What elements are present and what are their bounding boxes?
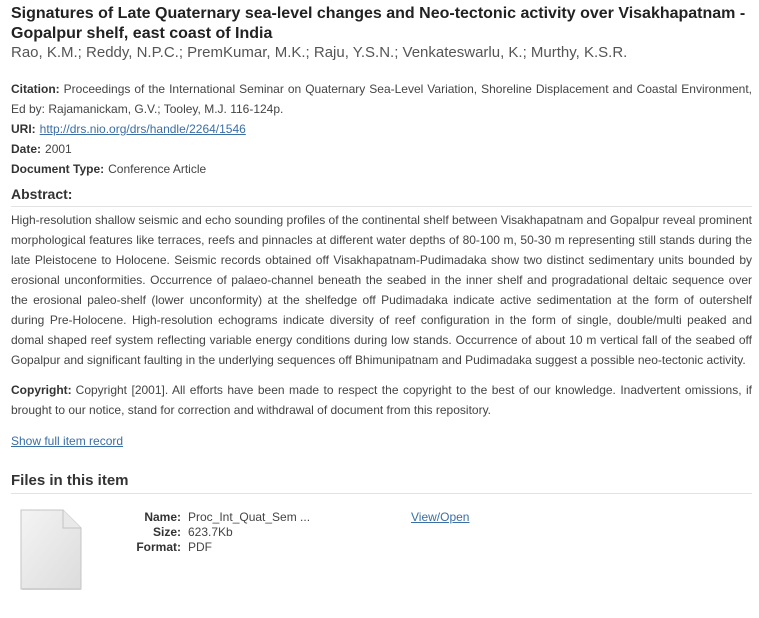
page-title: Signatures of Late Quaternary sea-level changes and Neo-tectonic activity over Visakhapatnam - Gopalpur shelf, east coast of India [11, 5, 746, 42]
file-item [11, 506, 752, 606]
document-type-label: Document Type: [11, 162, 105, 176]
uri-row [11, 119, 752, 139]
document-type-value: Conference Article [108, 162, 207, 176]
file-size-row [111, 525, 310, 540]
citation-label: Citation: [11, 82, 60, 96]
view-open-cell [411, 510, 469, 525]
document-type-row [11, 159, 752, 179]
file-format-value: PDF [188, 540, 212, 554]
file-size-value: 623.7Kb [188, 525, 233, 539]
document-thumbnail-svg [19, 509, 83, 591]
abstract-heading: Abstract: [11, 184, 752, 207]
metadata-section [11, 79, 752, 179]
files-heading: Files in this item [11, 470, 752, 494]
document-icon[interactable] [19, 509, 83, 591]
citation-value: Proceedings of the International Seminar on Quaternary Sea-Level Variation, Shoreline Displacement and Coastal Environment, Ed by: Rajamanickam, G.V.; Tooley, M.J. 116-124p. [11, 82, 752, 116]
file-format-row [111, 540, 310, 555]
uri-link[interactable]: http://drs.nio.org/drs/handle/2264/1546 [39, 122, 246, 136]
date-row [11, 139, 752, 159]
abstract-text: High-resolution shallow seismic and echo sounding profiles of the continental shelf between Visakhapatnam and Gopalpur reveal prominent morphological features like terraces, reefs and pinnacles at different water depths of 80-100 m, 50-30 m representing still stands during the late Pleistocene to Holocene. Seismic records obtained off Visakhapatnam-Pudimadaka show two distinct sedimentary units bounded by erosional unconformities. Occurrence of palaeo-channel beneath the seabed in the inner shelf and progradational deltaic sequence over the erosional paleo-shelf (lower unconformity) at the shelfedge off Pudimadaka indicate active sedimentation at the form of outershelf during Pre-Holocene. High-resolution echograms indicate diversity of reef configuration in the form of single, double/multi peaked and domal shaped reef system reflecting variable energy conditions during low stands. Occurrence of about 10 m vertical fall of the seabed off Gopalpur and significant faulting in the underlying sequences off Bhimunipatnam and Pudimadaka suggest a possible neo-tectonic activity. [11, 213, 752, 367]
file-name-label: Name: [144, 510, 181, 524]
full-record-row [11, 431, 752, 451]
date-value: 2001 [45, 142, 72, 156]
copyright-text: Copyright [2001]. All efforts have been made to respect the copyright to the best of our knowledge. Inadvertent omissions, if brought to our notice, stand for correction and withdrawal of document from this repository. [11, 383, 752, 417]
file-format-label: Format: [136, 540, 181, 554]
copyright-label: Copyright: [11, 383, 72, 397]
file-size-label: Size: [152, 525, 181, 539]
copyright-section [11, 380, 752, 420]
uri-label: URI: [11, 122, 36, 136]
file-name-value: Proc_Int_Quat_Sem ... [188, 510, 311, 524]
authors: Rao, K.M.; Reddy, N.P.C.; PremKumar, M.K.; Raju, Y.S.N.; Venkateswarlu, K.; Murthy, K.S.R. [11, 44, 628, 61]
item-view [11, 4, 752, 606]
file-info [111, 510, 310, 555]
citation-row [11, 79, 752, 119]
date-label: Date: [11, 142, 42, 156]
view-open-link[interactable]: View/Open [411, 510, 470, 524]
show-full-record-link[interactable]: Show full item record [11, 434, 124, 448]
file-name-row [111, 510, 310, 525]
